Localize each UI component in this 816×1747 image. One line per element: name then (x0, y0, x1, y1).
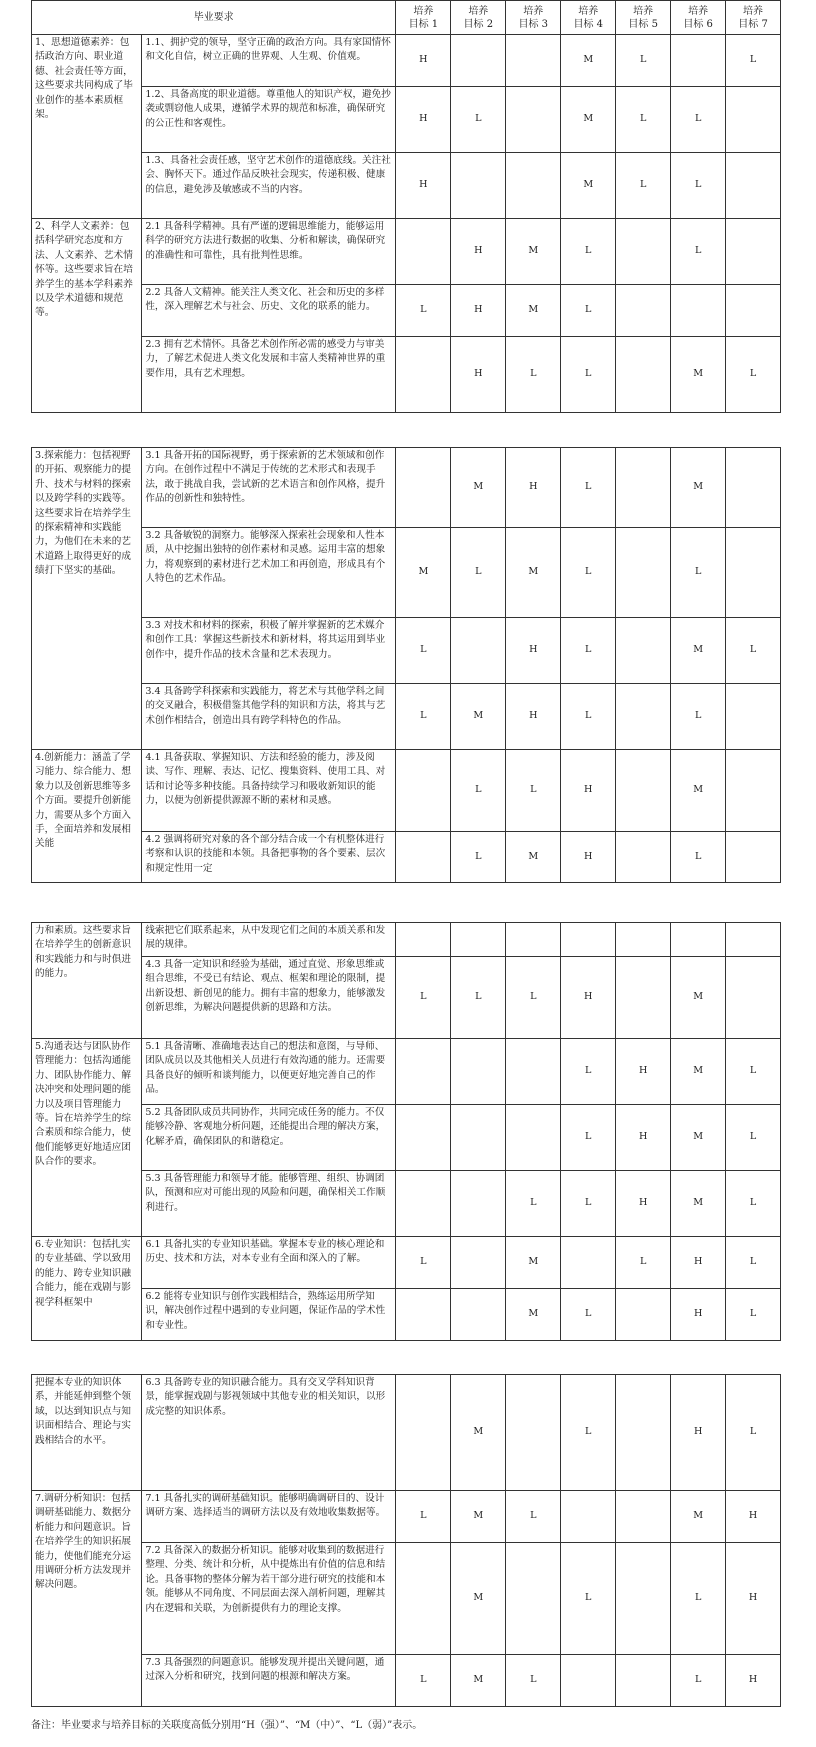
target-6-header: 培养 目标 6 (671, 1, 726, 35)
level-target-1 (396, 832, 451, 883)
level-target-2: L (451, 957, 506, 1039)
requirement-group: 5.沟通表达与团队协作管理能力：包括沟通能力、团队协作能力、解决冲突和处理问题的能力以及项目管理能力等。旨在培养学生的综合素质和综合能力，使他们能够更好地适应团队合作的要求。 (32, 1039, 142, 1237)
level-target-4: L (561, 448, 616, 528)
requirement-item: 4.3 具备一定知识和经验为基础，通过直觉、形象思维或组合思维，不受已有结论、观点、框架和理论的限制，提出新设想、新创见的能力。拥有丰富的想象力，能够激发创新思维，为解决问题提供新的思路和方法。 (142, 957, 396, 1039)
level-target-6: L (671, 87, 726, 153)
level-target-5 (616, 528, 671, 618)
requirement-item: 5.2 具备团队成员共同协作，共同完成任务的能力。不仅能够冷静、客观地分析问题，还能提出合理的解决方案，化解矛盾，确保团队的和谐稳定。 (142, 1105, 396, 1171)
level-target-3 (506, 1039, 561, 1105)
level-target-4 (561, 1237, 616, 1289)
level-target-1: H (396, 87, 451, 153)
level-target-1 (396, 1105, 451, 1171)
level-target-6: H (671, 1375, 726, 1491)
table-row (32, 684, 781, 750)
target-7-header: 培养 目标 7 (726, 1, 781, 35)
level-target-7 (726, 153, 781, 219)
level-target-1 (396, 448, 451, 528)
requirement-item: 4.1 具备获取、掌握知识、方法和经验的能力，涉及阅读、写作、理解、表达、记忆、搜集资料、使用工具、对话和讨论等多种技能。具备持续学习和吸收新知识的能力，以便为创新提供源源不断的素材和灵感。 (142, 750, 396, 832)
requirement-item: 7.3 具备强烈的问题意识。能够发现并提出关键问题，通过深入分析和研究，找到问题的根源和解决方案。 (142, 1655, 396, 1707)
table-row (32, 957, 781, 1039)
level-target-3: L (506, 1171, 561, 1237)
requirements-table-part-2 (31, 447, 781, 883)
level-target-1: L (396, 618, 451, 684)
table-row (32, 1039, 781, 1105)
level-target-5 (616, 1289, 671, 1341)
level-target-4: L (561, 1543, 616, 1655)
level-target-1: L (396, 1237, 451, 1289)
level-target-7 (726, 832, 781, 883)
level-target-7: L (726, 337, 781, 413)
level-target-5: L (616, 153, 671, 219)
level-target-2 (451, 1237, 506, 1289)
level-target-3 (506, 87, 561, 153)
level-target-2: L (451, 750, 506, 832)
level-target-2: H (451, 337, 506, 413)
requirement-item: 6.2 能将专业知识与创作实践相结合，熟练运用所学知识，解决创作过程中遇到的专业问题，保证作品的学术性和专业性。 (142, 1289, 396, 1341)
level-target-1 (396, 219, 451, 285)
level-target-3: L (506, 337, 561, 413)
level-target-7: L (726, 1289, 781, 1341)
requirement-group: 把握本专业的知识体系，并能延伸到整个领域，以达到知识点与知识面相结合、理论与实践相结合的水平。 (32, 1375, 142, 1491)
level-target-5 (616, 1491, 671, 1543)
requirements-table-part-4 (31, 1374, 781, 1707)
level-target-7: H (726, 1543, 781, 1655)
level-target-3: H (506, 684, 561, 750)
graduation-requirements-header: 毕业要求 (32, 1, 396, 35)
requirement-item: 7.2 具备深入的数据分析知识。能够对收集到的数据进行整理、分类、统计和分析，从中提炼出有价值的信息和结论。具备事物的整体分解为若干部分进行研究的技能和本领。能够从不同角度、不同层面去深入剖析问题，理解其内在逻辑和关联，为创新提供有力的理论支撑。 (142, 1543, 396, 1655)
level-target-7 (726, 448, 781, 528)
requirement-item: 5.3 具备管理能力和领导才能。能够管理、组织、协调团队，预测和应对可能出现的风险和问题，确保相关工作顺利进行。 (142, 1171, 396, 1237)
table-row (32, 528, 781, 618)
requirement-item: 7.1 具备扎实的调研基础知识。能够明确调研目的、设计调研方案、选择适当的调研方法以及有效地收集数据等。 (142, 1491, 396, 1543)
level-target-5 (616, 448, 671, 528)
level-target-7 (726, 750, 781, 832)
table-row (32, 1543, 781, 1655)
level-target-3: L (506, 750, 561, 832)
level-target-4: L (561, 684, 616, 750)
requirement-item: 3.3 对技术和材料的探索，积极了解并掌握新的艺术媒介和创作工具：掌握这些新技术和新材料，将其运用到毕业创作中，提升作品的技术含量和艺术表现力。 (142, 618, 396, 684)
level-target-4: L (561, 1039, 616, 1105)
level-target-7 (726, 684, 781, 750)
level-target-1 (396, 750, 451, 832)
requirement-item: 2.1 具备科学精神。具有严谨的逻辑思维能力，能够运用科学的研究方法进行数据的收集、分析和解读，确保研究的准确性和可靠性，具有批判性思维。 (142, 219, 396, 285)
level-target-5: L (616, 35, 671, 87)
level-target-1 (396, 337, 451, 413)
requirement-group: 2、科学人文素养：包括科学研究态度和方法、人文素养、艺术情怀等。这些要求旨在培养学生的基本学科素养以及学术道德和规范等。 (32, 219, 142, 413)
table-footnote: 备注：毕业要求与培养目标的关联度高低分别用“H（强）”、“M（中）”、“L（弱）”表示。 (31, 1720, 423, 1731)
level-target-3: H (506, 448, 561, 528)
level-target-3: L (506, 1491, 561, 1543)
table-row (32, 448, 781, 528)
target-5-header: 培养 目标 5 (616, 1, 671, 35)
level-target-3 (506, 153, 561, 219)
level-target-6: L (671, 219, 726, 285)
target-3-header: 培养 目标 3 (506, 1, 561, 35)
header-row (32, 1, 781, 35)
level-target-5: H (616, 1171, 671, 1237)
level-target-2: M (451, 1543, 506, 1655)
level-target-7: L (726, 35, 781, 87)
requirement-item: 1.3、具备社会责任感，坚守艺术创作的道德底线。关注社会、胸怀天下。通过作品反映社会现实，传递积极、健康的信息，避免涉及敏感或不当的内容。 (142, 153, 396, 219)
level-target-4: L (561, 618, 616, 684)
level-target-4: L (561, 528, 616, 618)
level-target-5 (616, 219, 671, 285)
level-target-6: L (671, 528, 726, 618)
table-row (32, 832, 781, 883)
level-target-5 (616, 832, 671, 883)
level-target-6 (671, 285, 726, 337)
requirement-item: 3.4 具备跨学科探索和实践能力，将艺术与其他学科之间的交叉融合，积极借鉴其他学科的知识和方法，将其与艺术创作相结合，创造出具有跨学科特色的作品。 (142, 684, 396, 750)
table-row (32, 618, 781, 684)
level-target-4: M (561, 35, 616, 87)
level-target-6 (671, 35, 726, 87)
level-target-3: M (506, 1289, 561, 1341)
level-target-4: M (561, 153, 616, 219)
level-target-6 (671, 923, 726, 957)
level-target-4: L (561, 1289, 616, 1341)
level-target-4: L (561, 1375, 616, 1491)
table-row (32, 153, 781, 219)
level-target-2: H (451, 219, 506, 285)
level-target-7: L (726, 618, 781, 684)
level-target-7: L (726, 1105, 781, 1171)
level-target-3 (506, 1543, 561, 1655)
level-target-6: M (671, 337, 726, 413)
level-target-5 (616, 957, 671, 1039)
requirements-table-part-3 (31, 922, 781, 1341)
level-target-6: H (671, 1237, 726, 1289)
level-target-4: H (561, 832, 616, 883)
level-target-2 (451, 1039, 506, 1105)
level-target-2 (451, 35, 506, 87)
requirement-group: 力和素质。这些要求旨在培养学生的创新意识和实践能力和与时俱进的能力。 (32, 923, 142, 1039)
level-target-6: L (671, 153, 726, 219)
level-target-3: M (506, 832, 561, 883)
table-row (32, 1491, 781, 1543)
level-target-4 (561, 1491, 616, 1543)
target-4-header: 培养 目标 4 (561, 1, 616, 35)
table-row (32, 923, 781, 957)
level-target-7: L (726, 1039, 781, 1105)
level-target-5: H (616, 1105, 671, 1171)
level-target-3: M (506, 285, 561, 337)
requirement-group: 1、思想道德素养：包括政治方向、职业道德、社会责任等方面，这些要求共同构成了毕业创作的基本素质框架。 (32, 35, 142, 219)
level-target-1 (396, 1375, 451, 1491)
requirement-item: 6.1 具备扎实的专业知识基础。掌握本专业的核心理论和历史、技术和方法，对本专业有全面和深入的了解。 (142, 1237, 396, 1289)
table-row (32, 1289, 781, 1341)
level-target-2: M (451, 1375, 506, 1491)
level-target-2: M (451, 684, 506, 750)
table-row (32, 285, 781, 337)
level-target-6: L (671, 684, 726, 750)
level-target-6: H (671, 1289, 726, 1341)
level-target-1 (396, 1039, 451, 1105)
level-target-4: H (561, 957, 616, 1039)
table-row (32, 219, 781, 285)
level-target-1: M (396, 528, 451, 618)
level-target-6: M (671, 1039, 726, 1105)
table-row (32, 1375, 781, 1491)
level-target-4: L (561, 337, 616, 413)
table-row (32, 35, 781, 87)
level-target-1: H (396, 153, 451, 219)
table-row (32, 337, 781, 413)
level-target-2: M (451, 448, 506, 528)
table-row (32, 87, 781, 153)
level-target-2 (451, 1105, 506, 1171)
level-target-6: M (671, 957, 726, 1039)
level-target-3: M (506, 1237, 561, 1289)
level-target-2 (451, 923, 506, 957)
level-target-5 (616, 1543, 671, 1655)
requirement-item: 1.1、拥护党的领导，坚守正确的政治方向。具有家国情怀和文化自信，树立正确的世界观、人生观、价值观。 (142, 35, 396, 87)
level-target-4: L (561, 285, 616, 337)
level-target-3: M (506, 528, 561, 618)
requirement-item: 4.2 强调将研究对象的各个部分结合成一个有机整体进行考察和认识的技能和本领。具备把事物的各个要素、层次和规定性用一定 (142, 832, 396, 883)
level-target-7: H (726, 1491, 781, 1543)
level-target-7: L (726, 1171, 781, 1237)
level-target-6: M (671, 618, 726, 684)
level-target-5: L (616, 87, 671, 153)
requirement-item: 3.1 具备开拓的国际视野，勇于探索新的艺术领域和创作方向。在创作过程中不满足于传统的艺术形式和表现手法，敢于挑战自我，尝试新的艺术语言和创作风格，提升作品的创新性和独特性。 (142, 448, 396, 528)
level-target-1: L (396, 684, 451, 750)
level-target-5: L (616, 1237, 671, 1289)
level-target-7 (726, 285, 781, 337)
level-target-5 (616, 285, 671, 337)
target-2-header: 培养 目标 2 (451, 1, 506, 35)
level-target-6: L (671, 832, 726, 883)
requirement-item: 2.2 具备人文精神。能关注人类文化、社会和历史的多样性，深入理解艺术与社会、历史、文化的联系的能力。 (142, 285, 396, 337)
level-target-4: L (561, 1105, 616, 1171)
level-target-4: H (561, 750, 616, 832)
level-target-7 (726, 87, 781, 153)
level-target-1: L (396, 285, 451, 337)
level-target-3 (506, 1105, 561, 1171)
level-target-7: L (726, 1237, 781, 1289)
target-1-header: 培养 目标 1 (396, 1, 451, 35)
requirement-item: 1.2、具备高度的职业道德。尊重他人的知识产权，避免抄袭或剽窃他人成果，遵循学术界的规范和标准，确保研究的公正性和客观性。 (142, 87, 396, 153)
level-target-2 (451, 1171, 506, 1237)
level-target-7 (726, 957, 781, 1039)
level-target-7: H (726, 1655, 781, 1707)
level-target-7 (726, 528, 781, 618)
level-target-2: H (451, 285, 506, 337)
level-target-5 (616, 1655, 671, 1707)
requirement-item: 3.2 具备敏锐的洞察力。能够深入探索社会现象和人性本质，从中挖掘出独特的创作素材和灵感。运用丰富的想象力，将观察到的素材进行艺术加工和再创造，形成具有个人特色的艺术作品。 (142, 528, 396, 618)
level-target-6: M (671, 1171, 726, 1237)
level-target-5: H (616, 1039, 671, 1105)
level-target-3 (506, 35, 561, 87)
level-target-2 (451, 618, 506, 684)
requirement-group: 6.专业知识：包括扎实的专业基础、学以致用的能力、跨专业知识融合能力，能在戏剧与影视学科框架中 (32, 1237, 142, 1341)
table-row (32, 1655, 781, 1707)
table-row (32, 1105, 781, 1171)
level-target-5 (616, 618, 671, 684)
level-target-2 (451, 1289, 506, 1341)
level-target-3 (506, 1375, 561, 1491)
level-target-6: M (671, 750, 726, 832)
level-target-6: M (671, 1105, 726, 1171)
level-target-3: L (506, 1655, 561, 1707)
level-target-2 (451, 153, 506, 219)
table-row (32, 1171, 781, 1237)
level-target-3: M (506, 219, 561, 285)
level-target-5 (616, 923, 671, 957)
level-target-7 (726, 219, 781, 285)
table-row (32, 1237, 781, 1289)
level-target-2: L (451, 832, 506, 883)
level-target-4 (561, 923, 616, 957)
requirement-group: 3.探索能力：包括视野的开拓、观察能力的提升、技术与材料的探索以及跨学科的实践等。这些要求旨在培养学生的探索精神和实践能力，为他们在未来的艺术道路上取得更好的成绩打下坚实的基础。 (32, 448, 142, 750)
level-target-3: L (506, 957, 561, 1039)
level-target-1: L (396, 957, 451, 1039)
table-row (32, 750, 781, 832)
level-target-4 (561, 1655, 616, 1707)
level-target-6: L (671, 1543, 726, 1655)
level-target-1 (396, 1171, 451, 1237)
requirement-item: 线索把它们联系起来，从中发现它们之间的本质关系和发展的规律。 (142, 923, 396, 957)
level-target-1: H (396, 35, 451, 87)
level-target-5 (616, 750, 671, 832)
level-target-6: M (671, 1491, 726, 1543)
level-target-5 (616, 337, 671, 413)
requirement-item: 2.3 拥有艺术情怀。具备艺术创作所必需的感受力与审美力，了解艺术促进人类文化发展和丰富人类精神世界的重要作用，具有艺术理想。 (142, 337, 396, 413)
level-target-2: L (451, 528, 506, 618)
level-target-2: L (451, 87, 506, 153)
level-target-1 (396, 1289, 451, 1341)
level-target-4: L (561, 219, 616, 285)
requirement-group: 4.创新能力：涵盖了学习能力、综合能力、想象力以及创新思维等多个方面。要提升创新能力，需要从多个方面入手，全面培养和发展相关能 (32, 750, 142, 883)
level-target-4: M (561, 87, 616, 153)
level-target-6: L (671, 1655, 726, 1707)
level-target-3: H (506, 618, 561, 684)
level-target-1 (396, 923, 451, 957)
level-target-1: L (396, 1655, 451, 1707)
level-target-7 (726, 923, 781, 957)
level-target-2: M (451, 1655, 506, 1707)
level-target-4: L (561, 1171, 616, 1237)
level-target-6: M (671, 448, 726, 528)
requirements-table-part-1 (31, 0, 781, 413)
requirement-item: 5.1 具备清晰、准确地表达自己的想法和意图，与导师、团队成员以及其他相关人员进行有效沟通的能力。还需要具备良好的倾听和谈判能力，以便更好地完善自己的作品。 (142, 1039, 396, 1105)
level-target-7: L (726, 1375, 781, 1491)
requirement-item: 6.3 具备跨专业的知识融合能力。具有交叉学科知识背景，能掌握戏剧与影视领域中其他专业的相关知识，以形成完整的知识体系。 (142, 1375, 396, 1491)
level-target-1: L (396, 1491, 451, 1543)
level-target-2: M (451, 1491, 506, 1543)
level-target-1 (396, 1543, 451, 1655)
level-target-5 (616, 684, 671, 750)
level-target-3 (506, 923, 561, 957)
requirement-group: 7.调研分析知识：包括调研基础能力、数据分析能力和问题意识。旨在培养学生的知识拓展能力，使他们能充分运用调研分析方法发现并解决问题。 (32, 1491, 142, 1707)
level-target-5 (616, 1375, 671, 1491)
